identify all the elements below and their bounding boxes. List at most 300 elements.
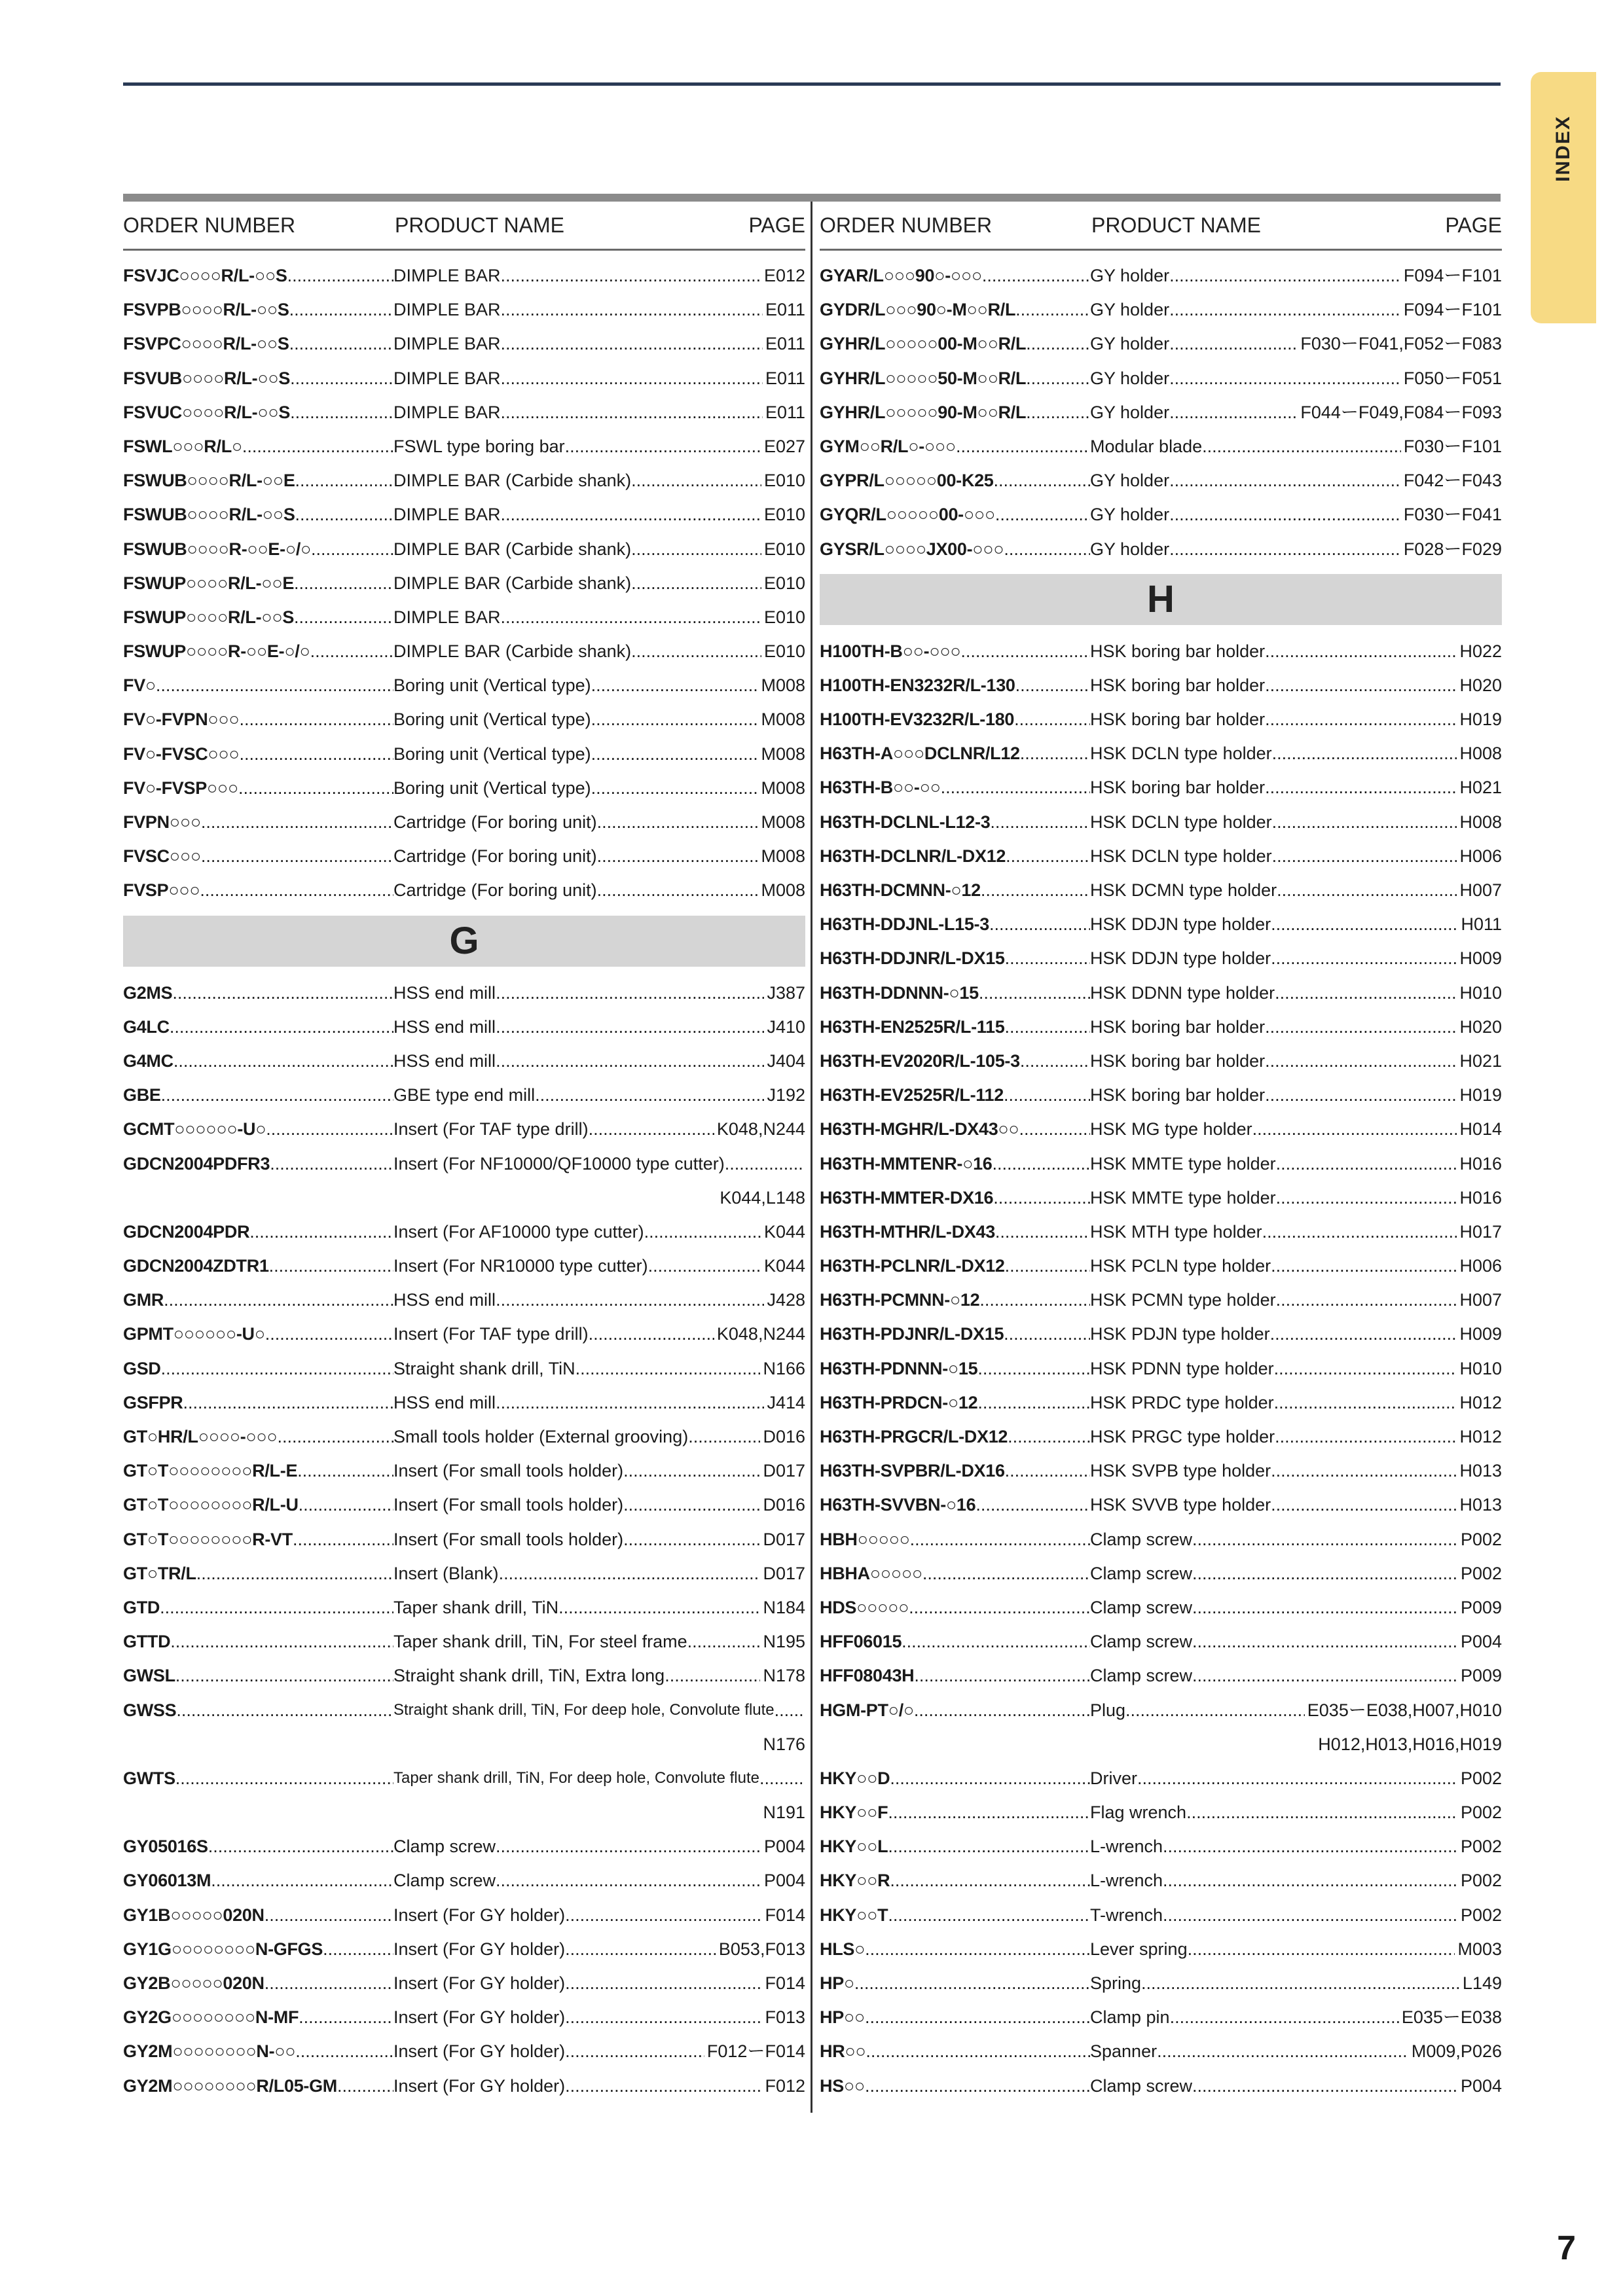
page-reference[interactable]: M008 (761, 846, 805, 867)
page-reference[interactable]: H008 (1459, 744, 1502, 764)
page-reference[interactable]: M009,P026 (1411, 2041, 1502, 2062)
index-row (123, 737, 805, 771)
page-reference[interactable] (803, 1693, 805, 1727)
dot-leader (1192, 2069, 1458, 2103)
order-number[interactable]: H63TH-MMTENR-○16 ..... (820, 1147, 1090, 1181)
product-name: DIMPLE BAR (393, 368, 501, 388)
index-row (123, 395, 805, 429)
page-reference[interactable]: E035ーE038,H007,H010 (1307, 1700, 1502, 1720)
order-number[interactable]: H63TH-A○○○DCLNR/L12 ..... (820, 736, 1090, 770)
page-reference[interactable]: N191 (763, 1803, 805, 1823)
dot-leader (565, 2034, 704, 2068)
page-reference[interactable]: D016 (763, 1427, 805, 1446)
page-reference[interactable]: J192 (767, 1085, 805, 1105)
order-number[interactable]: FSWUB○○○○R/L-○○E ..... (123, 463, 393, 497)
page-reference[interactable]: M008 (761, 880, 805, 901)
order-number[interactable]: H63TH-MTHR/L-DX43 ..... (820, 1215, 1090, 1249)
dot-leader (1125, 1693, 1305, 1727)
order-number[interactable]: GT○HR/L○○○○-○○○ ..... (123, 1420, 393, 1454)
product-name: GY holder (1090, 334, 1170, 354)
product-name: HSK boring bar holder (1090, 1016, 1266, 1037)
page-reference[interactable]: H010 (1459, 982, 1502, 1003)
order-number[interactable]: GTTD ..... (123, 1624, 393, 1659)
order-number[interactable]: HKY○○F ..... (820, 1795, 1090, 1829)
page-reference[interactable]: F094ーF101 (1403, 266, 1502, 285)
dot-leader (1265, 1078, 1457, 1112)
dot-leader (1169, 361, 1401, 395)
order-number[interactable]: GDCN2004ZDTR1 ..... (123, 1249, 393, 1283)
order-number[interactable]: GSD ..... (123, 1352, 393, 1386)
index-row (123, 497, 805, 531)
dot-leader (1169, 293, 1401, 327)
order-number[interactable]: H63TH-DDNNN-○15 ..... (820, 976, 1090, 1010)
index-row (820, 634, 1502, 668)
page-reference[interactable]: H006 (1459, 846, 1502, 866)
page-reference[interactable]: H007 (1459, 1290, 1502, 1310)
page-reference[interactable]: H008 (1459, 812, 1502, 832)
product-name: DIMPLE BAR (Carbide shank) (393, 539, 632, 559)
product-name: HSK DCLN type holder (1090, 812, 1272, 832)
page-reference[interactable]: B053,F013 (718, 1939, 805, 1959)
order-number[interactable]: H100TH-EV3232R/L-180 ..... (820, 702, 1090, 736)
index-row (820, 1386, 1502, 1420)
order-number[interactable]: H63TH-B○○-○○ ..... (820, 770, 1090, 804)
index-row (820, 2069, 1502, 2103)
order-number[interactable]: GY2M○○○○○○○○R/L05-GM ..... (123, 2069, 393, 2103)
order-number[interactable]: GT○TR/L ..... (123, 1556, 393, 1590)
page-reference[interactable]: P002 (1460, 1871, 1502, 1891)
order-number[interactable]: HFF08043H ..... (820, 1659, 1090, 1693)
order-number[interactable]: FSWUP○○○○R-○○E-○/○ ..... (123, 634, 393, 668)
order-number[interactable]: G4LC ..... (123, 1010, 393, 1044)
order-number[interactable]: FSVPB○○○○R/L-○○S ..... (123, 293, 393, 327)
page-reference[interactable]: M008 (761, 709, 805, 730)
order-number[interactable]: H63TH-MGHR/L-DX43○○ ..... (820, 1112, 1090, 1146)
product-name: Spanner (1090, 2041, 1158, 2062)
page-reference[interactable]: F014 (765, 1973, 805, 1993)
page-reference[interactable]: E011 (765, 300, 805, 320)
page-reference[interactable]: F094ーF101 (1403, 300, 1502, 320)
page-reference[interactable]: H017 (1459, 1221, 1502, 1242)
order-number[interactable]: GDCN2004PDFR3 ..... (123, 1147, 393, 1181)
page-reference[interactable]: H016 (1459, 1153, 1502, 1174)
order-number[interactable]: H63TH-PCLNR/L-DX12 ..... (820, 1249, 1090, 1283)
product-name: Clamp screw (1090, 2075, 1193, 2096)
page-reference[interactable]: M003 (1457, 1939, 1502, 1959)
index-row (123, 259, 805, 293)
order-number[interactable]: H63TH-DDJNR/L-DX15 ..... (820, 941, 1090, 975)
product-cell (1090, 327, 1502, 361)
page-reference[interactable]: J414 (767, 1392, 805, 1412)
page-reference[interactable]: F013 (765, 2007, 805, 2028)
product-cell (393, 600, 805, 634)
index-row-continuation (123, 1795, 805, 1829)
order-number[interactable]: HLS○ ..... (820, 1932, 1090, 1966)
order-number[interactable]: HGM-PT○/○ ..... (820, 1693, 1090, 1727)
page-reference[interactable]: J428 (767, 1290, 805, 1310)
page-reference[interactable]: H020 (1459, 675, 1502, 695)
order-number[interactable]: G4MC ..... (123, 1044, 393, 1078)
order-number[interactable]: H100TH-EN3232R/L-130 ..... (820, 668, 1090, 702)
order-number[interactable]: GDCN2004PDR ..... (123, 1215, 393, 1249)
order-number[interactable]: HR○○ ..... (820, 2034, 1090, 2068)
order-number[interactable]: GY1B○○○○○020N ..... (123, 1898, 393, 1932)
dot-leader (1271, 907, 1458, 941)
product-cell (393, 532, 805, 566)
index-row (820, 259, 1502, 293)
page-reference[interactable]: D017 (763, 1529, 805, 1549)
order-number[interactable]: GMR ..... (123, 1283, 393, 1317)
page-reference[interactable]: F044ーF049,F084ーF093 (1300, 402, 1502, 422)
product-name: Small tools holder (External grooving) (393, 1427, 689, 1446)
dot-leader (1272, 839, 1457, 873)
order-number[interactable]: GT○T○○○○○○○○R/L-E ..... (123, 1454, 393, 1488)
page-reference[interactable]: N184 (763, 1597, 805, 1617)
index-row (123, 429, 805, 463)
order-number[interactable]: FV○-FVSC○○○ ..... (123, 737, 393, 771)
page-reference[interactable]: E010 (763, 471, 805, 491)
column-header (123, 202, 805, 251)
order-number[interactable]: FVPN○○○ ..... (123, 805, 393, 839)
page-reference[interactable]: J404 (767, 1050, 805, 1071)
header-product-name: PRODUCT NAME (1091, 213, 1261, 237)
product-cell (1090, 1693, 1502, 1727)
order-number[interactable]: H63TH-MMTER-DX16 ..... (820, 1181, 1090, 1215)
dot-leader (1272, 736, 1457, 770)
order-number[interactable]: GSFPR ..... (123, 1386, 393, 1420)
page-reference[interactable]: K048,N244 (716, 1119, 805, 1139)
order-number[interactable]: GY2B○○○○○020N ..... (123, 1966, 393, 2000)
page-reference[interactable]: F012ーF014 (706, 2041, 805, 2062)
order-number[interactable]: G2MS ..... (123, 976, 393, 1010)
page-reference[interactable]: H021 (1459, 1050, 1502, 1071)
order-number[interactable]: HFF06015 ..... (820, 1624, 1090, 1659)
index-row (123, 361, 805, 395)
product-cell (393, 2069, 805, 2103)
order-number[interactable]: H63TH-SVPBR/L-DX16 ..... (820, 1454, 1090, 1488)
order-number[interactable]: FSWUB○○○○R/L-○○S ..... (123, 497, 393, 531)
page-reference[interactable]: H009 (1459, 948, 1502, 969)
page-reference[interactable]: P002 (1460, 1803, 1502, 1823)
product-name: HSK boring bar holder (1090, 1050, 1266, 1071)
order-number[interactable]: GWSL ..... (123, 1659, 393, 1693)
page-reference[interactable]: H006 (1459, 1256, 1502, 1276)
page-reference[interactable]: K044,L148 (720, 1187, 805, 1208)
product-name: DIMPLE BAR (393, 505, 501, 525)
page-reference[interactable]: N178 (763, 1666, 805, 1686)
page-reference[interactable]: P009 (1460, 1666, 1502, 1686)
page-reference[interactable]: N166 (763, 1358, 805, 1378)
page-reference[interactable]: P002 (1460, 1768, 1502, 1788)
product-name: HSK DDJN type holder (1090, 948, 1271, 969)
page-reference[interactable]: N176 (763, 1734, 805, 1754)
product-name: L-wrench (1090, 1837, 1163, 1857)
page-reference[interactable]: P004 (1460, 2075, 1502, 2096)
order-number[interactable]: FSVJC○○○○R/L-○○S ..... (123, 259, 393, 293)
product-name: HSK boring bar holder (1090, 675, 1266, 695)
product-cell (1090, 702, 1502, 736)
product-cell (1090, 805, 1502, 839)
page-reference[interactable]: F050ーF051 (1403, 368, 1502, 388)
dot-leader (1276, 1181, 1457, 1215)
page-reference[interactable]: E011 (765, 334, 805, 354)
page-reference[interactable]: H016 (1459, 1187, 1502, 1208)
order-number[interactable]: GYAR/L○○○90○-○○○ ..... (820, 259, 1090, 293)
page-reference[interactable]: F014 (765, 1905, 805, 1925)
page-reference[interactable]: E010 (763, 505, 805, 525)
order-number[interactable]: H63TH-DDJNL-L15-3 ..... (820, 907, 1090, 941)
page-reference[interactable]: P004 (763, 1837, 805, 1857)
page-reference[interactable]: K044 (763, 1256, 805, 1276)
order-number[interactable]: FSWL○○○R/L○ ..... (123, 429, 393, 463)
order-number[interactable]: GTD ..... (123, 1590, 393, 1624)
dot-leader (1170, 2000, 1399, 2034)
page-reference[interactable]: P002 (1460, 1563, 1502, 1583)
index-row (123, 1420, 805, 1454)
page-reference[interactable]: E010 (763, 539, 805, 559)
order-number[interactable]: HP○○ ..... (820, 2000, 1090, 2034)
page-reference[interactable]: P002 (1460, 1905, 1502, 1925)
page-reference[interactable]: D016 (763, 1495, 805, 1515)
page-reference[interactable]: K048,N244 (716, 1324, 805, 1344)
order-number[interactable]: GY05016S ..... (123, 1829, 393, 1863)
page-reference[interactable]: F030ーF041 (1403, 505, 1502, 525)
index-row (123, 1283, 805, 1317)
product-name: GY holder (1090, 402, 1170, 422)
product-cell (393, 1863, 805, 1897)
order-number[interactable]: FSVUC○○○○R/L-○○S ..... (123, 395, 393, 429)
dot-leader (501, 395, 763, 429)
product-cell (393, 1693, 805, 1727)
order-number[interactable]: HBHA○○○○○ ..... (820, 1556, 1090, 1590)
index-row (820, 395, 1502, 429)
order-number[interactable]: H63TH-PRDCN-○12 ..... (820, 1386, 1090, 1420)
page-reference[interactable]: P004 (1460, 1632, 1502, 1652)
product-name: GY holder (1090, 505, 1170, 525)
order-number[interactable]: GYHR/L○○○○○50-M○○R/L ..... (820, 361, 1090, 395)
page-reference[interactable]: D017 (763, 1461, 805, 1481)
page-reference[interactable]: F028ーF029 (1403, 539, 1502, 559)
page-reference[interactable]: F042ーF043 (1403, 471, 1502, 491)
page-reference[interactable]: M008 (761, 812, 805, 832)
index-row (123, 1249, 805, 1283)
page-reference[interactable]: M008 (761, 744, 805, 764)
product-cell (1090, 1078, 1502, 1112)
index-row (123, 1829, 805, 1863)
order-number[interactable]: HS○○ ..... (820, 2069, 1090, 2103)
page-reference[interactable]: K044 (763, 1221, 805, 1242)
page-reference[interactable]: L149 (1462, 1973, 1502, 1993)
order-number[interactable]: H63TH-EV2020R/L-105-3 ..... (820, 1044, 1090, 1078)
order-number[interactable]: H63TH-PRGCR/L-DX12 ..... (820, 1420, 1090, 1454)
product-cell (1090, 941, 1502, 975)
product-name: Straight shank drill, TiN, Extra long (393, 1666, 665, 1686)
order-number[interactable]: GY1G○○○○○○○○N-GFGS ..... (123, 1932, 393, 1966)
order-number[interactable]: HP○ ..... (820, 1966, 1090, 2000)
page-reference[interactable]: E035ーE038 (1401, 2007, 1502, 2028)
order-number[interactable]: HBH○○○○○ ..... (820, 1522, 1090, 1556)
index-tab[interactable] (1531, 72, 1596, 323)
product-cell (393, 737, 805, 771)
page-reference[interactable]: F012 (765, 2075, 805, 2096)
order-number[interactable]: H63TH-PDJNR/L-DX15 ..... (820, 1317, 1090, 1351)
order-number[interactable]: FV○ ..... (123, 668, 393, 702)
index-row (820, 1932, 1502, 1966)
order-number[interactable]: FSWUP○○○○R/L-○○S ..... (123, 600, 393, 634)
product-cell (393, 1249, 805, 1283)
order-number[interactable]: H63TH-EN2525R/L-115 ..... (820, 1010, 1090, 1044)
order-number[interactable]: FSVPC○○○○R/L-○○S ..... (123, 327, 393, 361)
page-reference[interactable]: H013 (1459, 1461, 1502, 1481)
order-number[interactable]: H63TH-EV2525R/L-112 ..... (820, 1078, 1090, 1112)
order-number[interactable]: H63TH-PCMNN-○12 ..... (820, 1283, 1090, 1317)
page-reference[interactable]: H012,H013,H016,H019 (1318, 1734, 1502, 1754)
index-row (820, 941, 1502, 975)
order-number[interactable]: H100TH-B○○-○○○ ..... (820, 634, 1090, 668)
order-number[interactable]: GY06013M ..... (123, 1863, 393, 1897)
order-number[interactable]: GYHR/L○○○○○90-M○○R/L ..... (820, 395, 1090, 429)
page-reference[interactable] (803, 1761, 805, 1795)
page-reference[interactable]: N195 (763, 1632, 805, 1652)
page-reference[interactable]: H019 (1459, 1085, 1502, 1105)
order-number[interactable]: FSWUP○○○○R/L-○○E ..... (123, 566, 393, 600)
product-name: Clamp pin (1090, 2007, 1170, 2028)
order-number[interactable]: GYM○○R/L○-○○○ ..... (820, 429, 1090, 463)
order-number[interactable]: H63TH-DCLNL-L12-3 ..... (820, 805, 1090, 839)
dot-leader (597, 839, 759, 873)
order-number[interactable]: GYSR/L○○○○JX00-○○○ ..... (820, 532, 1090, 566)
page-reference[interactable]: E027 (763, 436, 805, 456)
dot-leader (565, 1966, 762, 2000)
page-reference[interactable] (803, 1147, 805, 1181)
page-reference[interactable]: H022 (1459, 641, 1502, 661)
order-number[interactable]: GBE ..... (123, 1078, 393, 1112)
order-number[interactable]: GWSS ..... (123, 1693, 393, 1727)
page-reference[interactable]: P002 (1460, 1529, 1502, 1549)
dot-leader (1169, 497, 1401, 531)
header-product-name: PRODUCT NAME (395, 213, 564, 237)
page-reference[interactable]: H012 (1459, 1427, 1502, 1446)
product-cell (393, 1386, 805, 1420)
product-name: Cartridge (For boring unit) (393, 812, 597, 832)
product-name: Driver (1090, 1768, 1137, 1788)
product-name: DIMPLE BAR (393, 607, 501, 627)
order-number[interactable]: H63TH-DCLNR/L-DX12 ..... (820, 839, 1090, 873)
page-reference[interactable]: H012 (1459, 1392, 1502, 1412)
order-number[interactable]: HKY○○R ..... (820, 1863, 1090, 1897)
page-reference[interactable]: H009 (1459, 1324, 1502, 1344)
page-reference[interactable]: F030ーF101 (1403, 436, 1502, 456)
page-reference[interactable]: H007 (1459, 880, 1502, 900)
order-number[interactable]: GY2M○○○○○○○○N-○○ ..... (123, 2034, 393, 2068)
index-row (820, 1112, 1502, 1146)
dot-leader (591, 771, 759, 805)
product-name: FSWL type boring bar (393, 436, 565, 456)
page-reference[interactable]: H020 (1459, 1016, 1502, 1037)
page-reference[interactable]: H010 (1459, 1358, 1502, 1378)
order-number[interactable]: FV○-FVSP○○○ ..... (123, 771, 393, 805)
order-number[interactable]: FSWUB○○○○R-○○E-○/○ ..... (123, 532, 393, 566)
order-number[interactable]: GY2G○○○○○○○○N-MF ..... (123, 2000, 393, 2034)
page-reference[interactable]: E010 (763, 573, 805, 593)
order-number[interactable]: FVSP○○○ ..... (123, 873, 393, 907)
product-cell (393, 634, 805, 668)
order-number[interactable]: GYPR/L○○○○○00-K25 ..... (820, 463, 1090, 497)
product-cell (393, 1488, 805, 1522)
page-reference[interactable]: P009 (1460, 1597, 1502, 1617)
page-reference[interactable]: J410 (767, 1016, 805, 1037)
dot-leader (1169, 395, 1298, 429)
page-reference[interactable]: P004 (763, 1871, 805, 1891)
table-top-rule (123, 194, 1501, 202)
order-number[interactable]: GYHR/L○○○○○00-M○○R/L ..... (820, 327, 1090, 361)
order-number[interactable]: GWTS ..... (123, 1761, 393, 1795)
page-reference[interactable]: H013 (1459, 1495, 1502, 1515)
product-name: HSK PRGC type holder (1090, 1427, 1275, 1446)
page-reference[interactable]: H011 (1461, 914, 1502, 935)
order-number[interactable]: HKY○○T ..... (820, 1898, 1090, 1932)
order-number[interactable]: GT○T○○○○○○○○R/L-U ..... (123, 1488, 393, 1522)
page-reference[interactable]: M008 (761, 778, 805, 798)
page-reference[interactable]: E010 (763, 607, 805, 627)
order-number[interactable]: GYQR/L○○○○○00-○○○ ..... (820, 497, 1090, 531)
product-name: HSK boring bar holder (1090, 641, 1266, 661)
page-reference[interactable]: H019 (1459, 709, 1502, 730)
page-reference[interactable]: E011 (765, 368, 805, 388)
order-number[interactable]: GCMT○○○○○○-U○ ..... (123, 1112, 393, 1146)
product-name: Taper shank drill, TiN, For deep hole, Convolute flute (393, 1768, 759, 1787)
page-reference[interactable]: M008 (761, 675, 805, 696)
product-cell (393, 873, 805, 907)
product-cell (1090, 668, 1502, 702)
dot-leader (623, 1488, 760, 1522)
dot-leader (501, 293, 763, 327)
order-number[interactable]: GT○T○○○○○○○○R-VT ..... (123, 1522, 393, 1556)
order-number[interactable]: FSVUB○○○○R/L-○○S ..... (123, 361, 393, 395)
page-reference[interactable]: E010 (763, 641, 805, 662)
index-row (820, 770, 1502, 804)
product-cell (1090, 873, 1502, 907)
order-number[interactable]: H63TH-SVVBN-○16 ..... (820, 1488, 1090, 1522)
order-number[interactable]: GYDR/L○○○90○-M○○R/L ..... (820, 293, 1090, 327)
page-reference[interactable]: D017 (763, 1563, 805, 1583)
index-row (123, 2000, 805, 2034)
order-number[interactable]: FVSC○○○ ..... (123, 839, 393, 873)
order-number[interactable]: GPMT○○○○○○-U○ ..... (123, 1317, 393, 1351)
order-number[interactable]: FV○-FVPN○○○ ..... (123, 702, 393, 736)
order-number[interactable]: HDS○○○○○ ..... (820, 1590, 1090, 1624)
page-reference[interactable]: H021 (1459, 778, 1502, 798)
index-row (820, 1181, 1502, 1215)
product-cell (1090, 1829, 1502, 1863)
page-reference[interactable]: J387 (767, 982, 805, 1003)
order-number[interactable]: H63TH-DCMNN-○12 ..... (820, 873, 1090, 907)
product-name: Insert (For GY holder) (393, 2007, 566, 2028)
product-cell (1090, 293, 1502, 327)
product-cell (393, 1078, 805, 1112)
order-number[interactable]: HKY○○L ..... (820, 1829, 1090, 1863)
order-number[interactable]: H63TH-PDNNN-○15 ..... (820, 1352, 1090, 1386)
page-reference[interactable]: E011 (765, 402, 805, 422)
page-reference[interactable]: P002 (1460, 1837, 1502, 1857)
page-reference[interactable]: H014 (1459, 1119, 1502, 1139)
product-name: HSK PDNN type holder (1090, 1358, 1274, 1378)
product-cell (1090, 2034, 1502, 2068)
product-cell (393, 1898, 805, 1932)
order-number[interactable]: HKY○○D ..... (820, 1761, 1090, 1795)
page-reference[interactable]: E012 (763, 266, 805, 285)
page-reference[interactable]: F030ーF041,F052ーF083 (1300, 334, 1502, 354)
